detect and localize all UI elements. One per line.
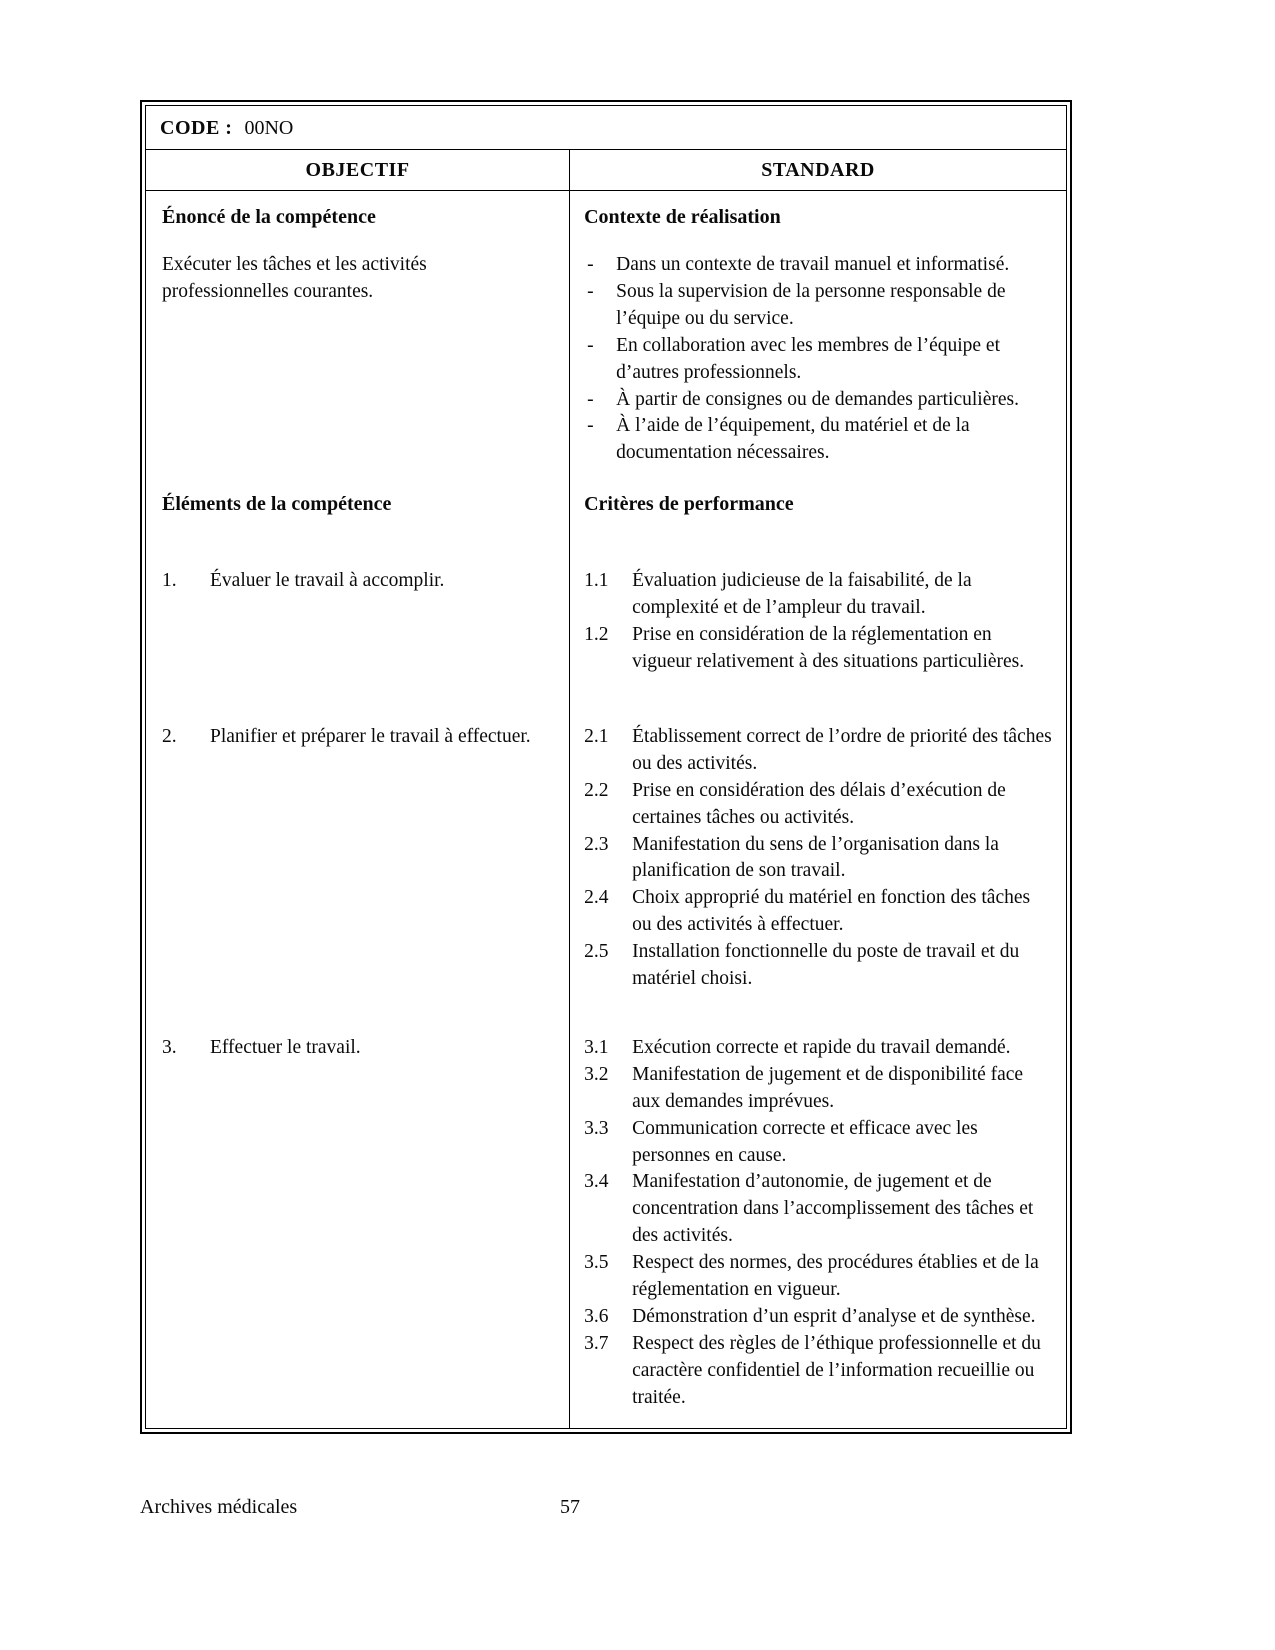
column-header-standard: STANDARD xyxy=(761,159,875,181)
code-label: CODE : xyxy=(160,117,233,139)
contexte-item-text: À partir de consignes ou de demandes particulières. xyxy=(616,388,1019,410)
enonce-text: Exécuter les tâches et les activités professionnelles courantes. xyxy=(162,254,427,302)
criterion-number: 2.5 xyxy=(584,941,609,963)
contexte-item-text: En collaboration avec les membres de l’équipe et d’autres professionnels. xyxy=(616,334,1000,383)
criteria-group-3-cell xyxy=(570,993,1066,1428)
column-header-objectif: OBJECTIF xyxy=(146,150,570,190)
contexte-item xyxy=(584,387,1052,414)
criterion-item xyxy=(584,1035,1052,1062)
criterion-item xyxy=(584,1304,1052,1331)
criterion-text: Manifestation de jugement et de disponibilité face aux demandes imprévues. xyxy=(632,1063,1024,1112)
criterion-number: 1.2 xyxy=(584,624,609,646)
criterion-text: Manifestation d’autonomie, de jugement et de concentration dans l’accomplissement des tâches et des activités. xyxy=(632,1171,1034,1247)
code-row xyxy=(146,106,1066,150)
footer-page-number: 57 xyxy=(560,1496,580,1518)
criterion-item xyxy=(584,832,1052,886)
criterion-text: Manifestation du sens de l’organisation dans la planification de son travail. xyxy=(632,833,999,882)
dash-marker: - xyxy=(587,388,594,410)
table-body xyxy=(146,191,1066,1428)
criterion-item xyxy=(584,724,1052,778)
criterion-number: 3.5 xyxy=(584,1252,609,1274)
criterion-number: 3.3 xyxy=(584,1117,609,1139)
criterion-text: Démonstration d’un esprit d’analyse et de synthèse. xyxy=(632,1306,1036,1327)
elements-title-cell xyxy=(146,467,570,516)
element-2-cell xyxy=(146,676,570,993)
criteres-title-cell xyxy=(570,467,1066,516)
contexte-list xyxy=(584,252,1052,467)
criteres-title: Critères de performance xyxy=(584,493,794,516)
enonce-cell xyxy=(146,191,570,467)
criterion-number: 2.2 xyxy=(584,779,609,801)
enonce-title: Énoncé de la compétence xyxy=(162,206,376,228)
element-text: Évaluer le travail à accomplir. xyxy=(210,570,445,592)
contexte-item xyxy=(584,333,1052,387)
criterion-text: Communication correcte et efficace avec les personnes en cause. xyxy=(632,1117,978,1166)
criterion-item xyxy=(584,1116,1052,1170)
criterion-number: 1.1 xyxy=(584,570,609,592)
criterion-item xyxy=(584,939,1052,993)
dash-marker: - xyxy=(587,280,594,302)
dash-marker: - xyxy=(587,254,594,275)
element-number: 3. xyxy=(162,1036,177,1058)
elements-title: Éléments de la compétence xyxy=(162,493,392,516)
criterion-text: Prise en considération des délais d’exécution de certaines tâches ou activités. xyxy=(632,779,1006,828)
criterion-text: Choix approprié du matériel en fonction des tâches ou des activités à effectuer. xyxy=(632,887,1031,936)
criterion-item xyxy=(584,1169,1052,1250)
criterion-item xyxy=(584,1062,1052,1116)
element-item xyxy=(162,568,551,595)
element-number: 2. xyxy=(162,725,177,747)
contexte-item xyxy=(584,413,1052,467)
criterion-item xyxy=(584,1250,1052,1304)
criterion-text: Établissement correct de l’ordre de priorité des tâches ou des activités. xyxy=(632,725,1052,774)
criterion-item xyxy=(584,778,1052,832)
criterion-number: 2.4 xyxy=(584,887,609,909)
competency-table xyxy=(140,100,1072,1434)
criterion-text: Respect des règles de l’éthique professionnelle et du caractère confidentiel de l’information recueillie ou traitée. xyxy=(632,1332,1041,1408)
contexte-title: Contexte de réalisation xyxy=(584,206,781,228)
page-footer xyxy=(140,1496,1072,1519)
footer-document-title: Archives médicales xyxy=(140,1496,298,1518)
element-3-cell xyxy=(146,993,570,1428)
criterion-text: Respect des normes, des procédures établies et de la réglementation en vigueur. xyxy=(632,1252,1039,1301)
criterion-number: 3.7 xyxy=(584,1332,609,1354)
contexte-item-text: Dans un contexte de travail manuel et informatisé. xyxy=(616,254,1010,275)
criterion-item xyxy=(584,885,1052,939)
criterion-item xyxy=(584,622,1052,676)
dash-marker: - xyxy=(587,415,594,437)
criterion-text: Exécution correcte et rapide du travail demandé. xyxy=(632,1036,1011,1058)
element-1-cell xyxy=(146,516,570,676)
dash-marker: - xyxy=(587,334,594,356)
contexte-cell xyxy=(570,191,1066,467)
contexte-item-text: À l’aide de l’équipement, du matériel et de la documentation nécessaires. xyxy=(616,415,970,464)
criterion-number: 3.4 xyxy=(584,1171,609,1193)
criteria-group-1-cell xyxy=(570,516,1066,676)
criteria-group-2-cell xyxy=(570,676,1066,993)
criterion-number: 3.1 xyxy=(584,1036,609,1058)
criterion-item xyxy=(584,1331,1052,1412)
contexte-item xyxy=(584,279,1052,333)
criterion-number: 2.1 xyxy=(584,725,609,747)
contexte-item-text: Sous la supervision de la personne responsable de l’équipe ou du service. xyxy=(616,280,1006,329)
competency-table-inner xyxy=(145,105,1067,1429)
criterion-item xyxy=(584,568,1052,622)
criterion-text: Évaluation judicieuse de la faisabilité, de la complexité et de l’ampleur du travail. xyxy=(632,570,972,619)
criterion-text: Installation fonctionnelle du poste de travail et du matériel choisi. xyxy=(632,941,1020,990)
criterion-text: Prise en considération de la réglementation en vigueur relativement à des situations particulières. xyxy=(632,624,1025,672)
criterion-number: 3.6 xyxy=(584,1306,609,1327)
contexte-item xyxy=(584,252,1052,279)
criterion-number: 3.2 xyxy=(584,1063,609,1085)
element-number: 1. xyxy=(162,570,177,592)
code-value: 00NO xyxy=(244,117,294,139)
element-text: Effectuer le travail. xyxy=(210,1036,361,1058)
column-header-row xyxy=(146,150,1066,191)
element-text: Planifier et préparer le travail à effectuer. xyxy=(210,725,531,747)
element-item xyxy=(162,1035,551,1062)
element-item xyxy=(162,724,551,751)
criterion-number: 2.3 xyxy=(584,833,609,855)
